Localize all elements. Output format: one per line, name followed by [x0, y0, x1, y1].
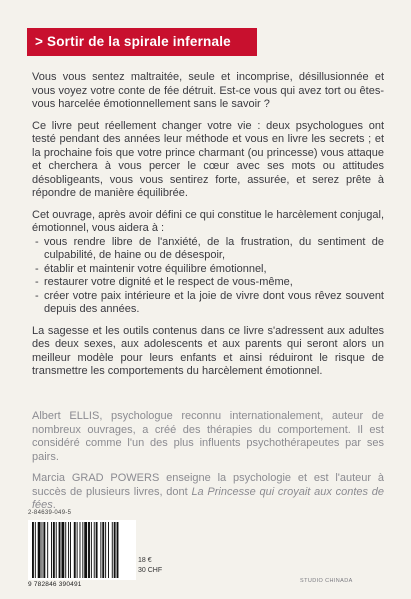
- paragraph-audience: La sagesse et les outils contenus dans ce livre s'adressent aux adultes des deux sexes, aux adolescents et aux parents qui seront alors un meilleur modèle pour leurs enfants et ainsi réduiront le risque de transmettre les comportements du harcèlement émotionnel.: [32, 324, 384, 377]
- barcode-bar: [94, 522, 95, 578]
- paragraph-aims-intro: Cet ouvrage, après avoir défini ce qui constitue le harcèlement conjugal, émotionnel, vous aidera à :: [32, 208, 384, 234]
- barcode-bar: [117, 522, 119, 578]
- barcode-bar: [91, 522, 92, 578]
- authors-bio: [32, 410, 384, 521]
- bio2-end: .: [52, 499, 56, 511]
- price-euro: 18 €: [138, 557, 152, 564]
- aims-list-item: - établir et maintenir votre équilibre émotionnel,: [32, 263, 384, 277]
- barcode-bar: [74, 522, 76, 578]
- barcode: [28, 520, 136, 586]
- barcode-bar: [65, 522, 66, 578]
- barcode-bar: [100, 522, 101, 578]
- ean-number: 9 782846 390491: [28, 581, 82, 588]
- barcode-bar: [42, 522, 43, 578]
- barcode-bar: [32, 522, 34, 578]
- barcode-bar: [35, 522, 36, 578]
- paragraph-intro: Vous vous sentez maltraitée, seule et incomprise, désillusionnée et vous voyez votre conte de fée détruit. Est-ce vous qui avez tort ou êtes-vous harcelée émotionnellement sans le savoir ?: [32, 71, 384, 110]
- barcode-bar: [38, 522, 41, 578]
- price-chf: 30 CHF: [138, 567, 163, 574]
- aims-list-item: - vous rendre libre de l'anxiété, de la frustration, du sentiment de culpabilité, de haine ou de désespoir,: [32, 236, 384, 263]
- barcode-bar: [68, 522, 69, 578]
- isbn-number: 2-84639-049-5: [28, 510, 72, 516]
- barcode-bar: [47, 522, 48, 578]
- barcode-bar: [108, 522, 109, 578]
- barcode-bar: [77, 522, 78, 578]
- aims-list: [32, 236, 384, 317]
- design-credit: STUDIO CHINADA: [300, 578, 353, 584]
- barcode-bar: [61, 522, 64, 578]
- bio2-book-title: La Princesse qui croyait aux contes de fées: [32, 485, 384, 511]
- barcode-graphic: [28, 520, 136, 580]
- barcode-bar: [82, 522, 83, 578]
- barcode-bar: [88, 522, 90, 578]
- barcode-bar: [112, 522, 113, 578]
- summary-text: [32, 71, 384, 387]
- barcode-bar: [102, 522, 104, 578]
- section-banner: > Sortir de la spirale infernale: [27, 28, 257, 56]
- paragraph-method: Ce livre peut réellement changer votre vie : deux psychologues ont testé pendant des années leur méthode et vous en livre les secrets ; et la prochaine fois que votre prince charmant (ou princesse) vous attaque et cherchera à vous percer le cœur avec ses mots ou attitudes désobligeants, vous vous sentirez forte, assurée, et serez prête à répondre de manière équilibrée.: [32, 119, 384, 199]
- barcode-bar: [105, 522, 106, 578]
- aims-list-item: - créer votre paix intérieure et la joie de vivre dont vous rêvez souvent depuis des années.: [32, 290, 384, 317]
- barcode-bar: [114, 522, 116, 578]
- barcode-bar: [56, 522, 57, 578]
- barcode-bar: [51, 522, 52, 578]
- bio-albert-ellis: Albert ELLIS, psychologue reconnu internationalement, auteur de nombreux ouvrages, a créé des thérapies du comportement. Il est considéré comme l'un des plus influents psychothérapeutes par ses pairs.: [32, 410, 384, 463]
- barcode-bar: [96, 522, 98, 578]
- barcode-bar: [53, 522, 55, 578]
- barcode-bar: [84, 522, 87, 578]
- bio-marcia-grad-powers: [32, 472, 384, 513]
- barcode-bar: [80, 522, 81, 578]
- barcode-bar: [43, 522, 45, 578]
- barcode-bar: [70, 522, 71, 578]
- barcode-bar: [59, 522, 61, 578]
- bio2-text: Marcia GRAD POWERS enseigne la psychologie et est l'auteur à succès de plusieurs livres, dont: [32, 472, 384, 498]
- aims-list-item: - restaurer votre dignité et le respect de vous-même,: [32, 276, 384, 290]
